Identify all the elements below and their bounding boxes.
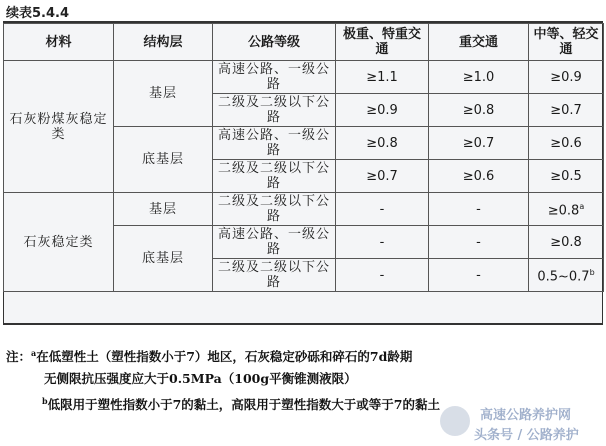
table-row [4,193,604,226]
grade-cell: 二级及二级以下公路 [213,94,336,127]
material-cell: 石灰稳定类 [4,193,114,292]
value-text: ≥0.8 [547,203,580,219]
value-cell: ≥0.8 [336,127,429,160]
table-caption: 续表5.4.4 [6,6,70,21]
layer-cell: 基层 [114,61,213,127]
value-cell [529,259,604,292]
layer-cell: 底基层 [114,127,213,193]
header-extra-heavy: 极重、特重交通 [336,24,429,61]
value-cell: ≥0.8 [429,94,529,127]
header-material: 材料 [4,24,114,61]
footnote-marker: b [589,268,595,278]
value-cell: ≥0.7 [336,160,429,193]
grade-cell: 高速公路、一级公路 [213,61,336,94]
note-a-marker: a [31,348,37,358]
note-b-marker: b [42,396,48,407]
value-cell: ≥0.7 [529,94,604,127]
watermark [440,404,600,444]
value-cell: ≥0.5 [529,160,604,193]
value-cell: ≥1.0 [429,61,529,94]
value-cell: ≥0.9 [529,61,604,94]
note-a-line1 [6,342,602,368]
value-cell: - [429,226,529,259]
note-a-line2: 无侧限抗压强度应大于0.5MPa（100g平衡锥测液限） [44,371,357,387]
header-road-grade: 公路等级 [213,24,336,61]
note-a-text1: 在低塑性土（塑性指数小于7）地区，石灰稳定砂砾和碎石的7d龄期 [36,349,413,365]
material-cell: 石灰粉煤灰稳定类 [4,61,114,193]
grade-cell: 二级及二级以下公路 [213,160,336,193]
grade-cell: 高速公路、一级公路 [213,127,336,160]
value-cell: - [336,259,429,292]
value-cell: ≥1.1 [336,61,429,94]
value-cell: - [336,193,429,226]
note-b-text: 低限用于塑性指数小于7的黏土，高限用于塑性指数大于或等于7的黏土 [47,397,440,413]
value-text: 0.5~0.7 [537,269,590,285]
grade-cell: 二级及二级以下公路 [213,259,336,292]
value-cell: - [429,193,529,226]
value-cell: - [336,226,429,259]
grade-cell: 高速公路、一级公路 [213,226,336,259]
value-cell: ≥0.7 [429,127,529,160]
table-row [4,61,604,94]
header-heavy: 重交通 [429,24,529,61]
strength-table [3,23,604,292]
value-cell: ≥0.9 [336,94,429,127]
value-cell: - [429,259,529,292]
notes-prefix: 注： [6,349,32,365]
header-medium-light: 中等、轻交通 [529,24,604,61]
layer-cell: 基层 [114,193,213,226]
header-row [4,24,604,61]
value-cell: ≥0.6 [529,127,604,160]
value-cell: ≥0.6 [429,160,529,193]
value-cell: ≥0.8 [529,226,604,259]
footnote-marker: a [579,202,585,212]
layer-cell: 底基层 [114,226,213,292]
watermark-logo-icon [440,406,470,436]
header-layer: 结构层 [114,24,213,61]
watermark-line2: 头条号 / 公路养护 [474,428,579,443]
watermark-line1: 高速公路养护网 [480,408,572,423]
value-cell [529,193,604,226]
grade-cell: 二级及二级以下公路 [213,193,336,226]
